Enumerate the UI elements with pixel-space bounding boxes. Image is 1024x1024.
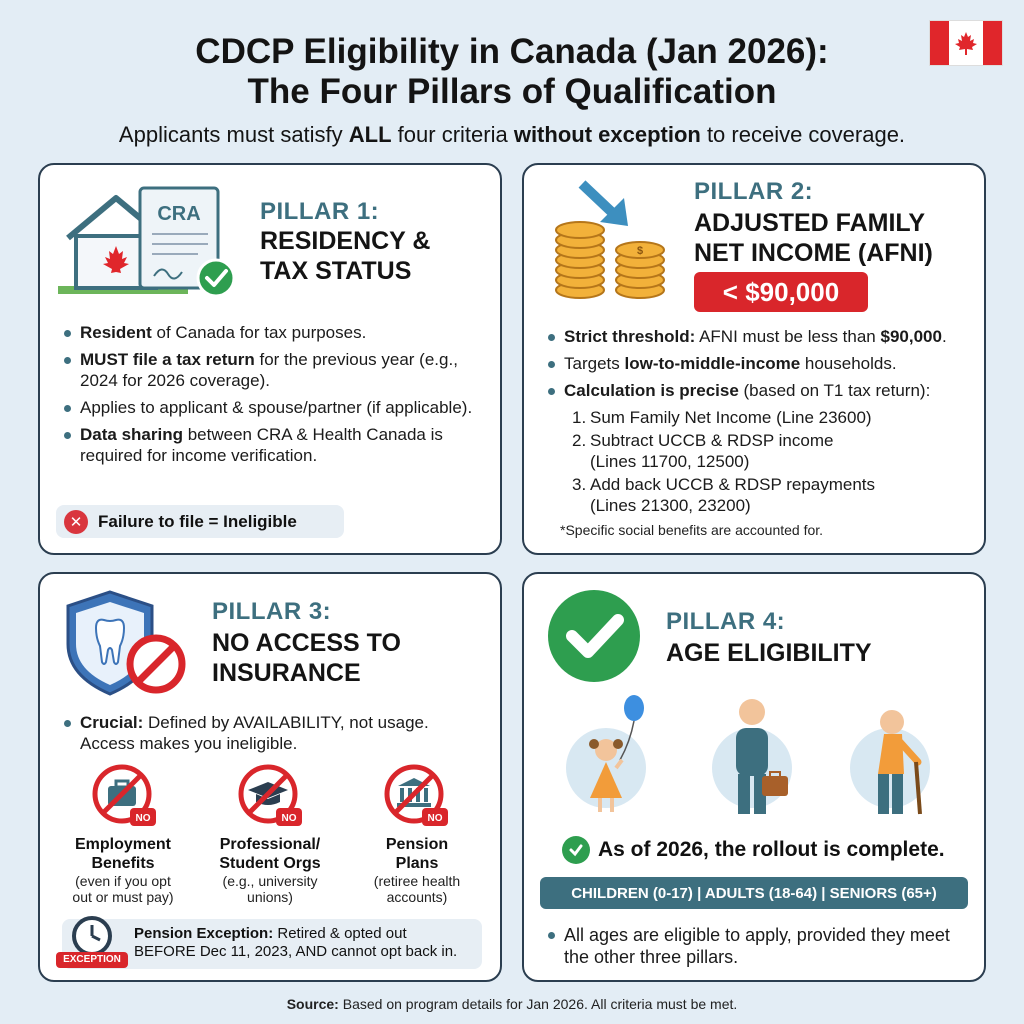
pension-plans-label: Pension Plans (retiree health accounts) — [373, 836, 461, 905]
pillar1-title-line1: RESIDENCY & — [260, 227, 431, 255]
child-figure-icon — [560, 692, 660, 822]
list-item: Resident of Canada for tax purposes. — [62, 322, 482, 343]
pillar2-title-line1: ADJUSTED FAMILY — [694, 209, 926, 237]
pillar4-list — [546, 924, 966, 974]
page-subtitle: Applicants must satisfy ALL four criteria without exception to receive coverage. — [118, 122, 906, 147]
close-icon: ✕ — [64, 510, 88, 534]
list-item: All ages are eligible to apply, provided they meet the other three pillars. — [546, 924, 966, 968]
source-note: Source: Based on program details for Jan 2026. All criteria must be met. — [286, 996, 738, 1012]
graduation-cap-no-icon — [238, 764, 304, 830]
svg-text:NO: NO — [281, 813, 297, 824]
pillar2-footnote: *Specific social benefits are accounted for. — [560, 522, 824, 538]
svg-text:CRA: CRA — [157, 203, 201, 225]
list-item: 2. Subtract UCCB & RDSP income (Lines 11700, 12500) — [572, 431, 834, 471]
pension-exception-note: Pension Exception: Retired & opted out BEFORE Dec 11, 2023, AND cannot opt back in. — [62, 919, 482, 969]
list-item: Applies to applicant & spouse/partner (if applicable). — [62, 397, 482, 418]
list-item: 1. Sum Family Net Income (Line 23600) — [572, 408, 872, 427]
svg-text:NO: NO — [427, 813, 443, 824]
list-item: MUST file a tax return for the previous year (e.g., 2024 for 2026 coverage). — [62, 349, 482, 391]
briefcase-no-icon — [92, 764, 158, 830]
bank-building-no-icon — [384, 764, 450, 830]
pillar3-list — [62, 712, 482, 760]
exception-badge: EXCEPTION — [56, 952, 128, 968]
senior-figure-icon — [838, 692, 938, 822]
pillar2-list — [546, 326, 976, 518]
pillar4-label: PILLAR 4: — [666, 608, 786, 635]
rollout-status: As of 2026, the rollout is complete. — [562, 836, 945, 864]
pillar2-title-line2: NET INCOME (AFNI) — [694, 239, 933, 267]
age-groups-bar: CHILDREN (0-17) | ADULTS (18-64) | SENIORS (65+) — [540, 877, 968, 909]
pillar4-title: AGE ELIGIBILITY — [666, 639, 872, 667]
svg-text:$: $ — [636, 245, 644, 257]
pillar1-list — [62, 322, 482, 472]
pillar3-title-line1: NO ACCESS TO — [212, 629, 401, 657]
svg-text:NO: NO — [135, 813, 151, 824]
pillar1-label: PILLAR 1: — [260, 198, 380, 225]
house-document-icon — [58, 180, 248, 300]
adult-figure-icon — [702, 692, 802, 822]
check-circle-icon — [544, 586, 644, 686]
shield-tooth-no-icon — [62, 588, 192, 700]
pillar3-label: PILLAR 3: — [212, 598, 332, 625]
list-item: Targets low-to-middle-income households. — [546, 353, 976, 374]
employment-benefits-label: Employment Benefits (even if you opt out or must pay) — [72, 836, 174, 905]
list-item: 3. Add back UCCB & RDSP repayments (Lines 21300, 23200) — [572, 475, 876, 515]
list-item: Calculation is precise (based on T1 tax return): — [546, 380, 976, 401]
professional-orgs-label: Professional/ Student Orgs (e.g., university unions) — [219, 836, 321, 905]
list-item: Data sharing between CRA & Health Canada is required for income verification. — [62, 424, 482, 466]
pillar2-label: PILLAR 2: — [694, 178, 814, 205]
coins-down-arrow-icon — [552, 180, 682, 304]
page-title-line1: CDCP Eligibility in Canada (Jan 2026): — [195, 32, 829, 71]
list-item: Strict threshold: AFNI must be less than $90,000. — [546, 326, 976, 347]
fail-to-file-badge: ✕ Failure to file = Ineligible — [56, 505, 344, 538]
pillar3-title-line2: INSURANCE — [212, 659, 361, 687]
income-threshold-badge: < $90,000 — [694, 272, 868, 312]
list-item: Crucial: Defined by AVAILABILITY, not usage. Access makes you ineligible. — [62, 712, 482, 754]
page-title-line2: The Four Pillars of Qualification — [247, 72, 777, 111]
pillar1-title-line2: TAX STATUS — [260, 257, 412, 285]
check-icon — [562, 836, 590, 864]
